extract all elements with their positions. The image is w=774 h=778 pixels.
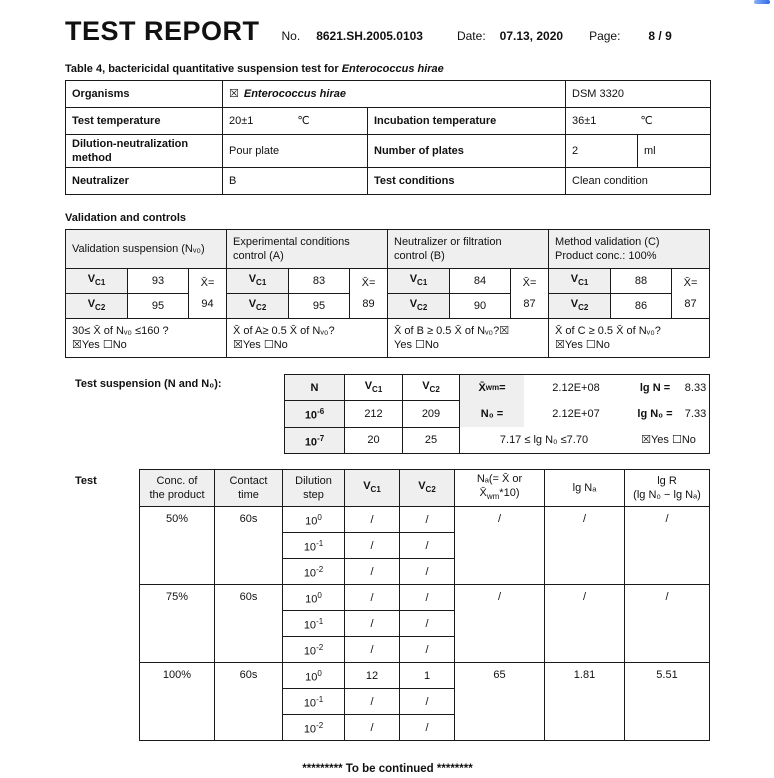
table-row [66,168,711,195]
symbol-c2: C2 [417,303,428,313]
symbol-c1: C1 [578,278,589,288]
symbol-c1: C1 [417,278,428,288]
header-text: *10) [499,487,520,499]
mean-value: 89 [362,297,375,310]
symbol-v: V [409,272,418,285]
na-column-header [455,470,545,507]
vc2-value: / [400,507,455,533]
vc2-column-header [400,470,455,507]
group-header-line: control (B) [394,250,445,262]
criterion-answer: Yes ☐No [394,339,439,351]
page-title: TEST REPORT [65,16,260,46]
report-number: 8621.SH.2005.0103 [316,29,423,43]
table-row [66,81,711,108]
symbol-v: V [87,297,96,310]
mean-cell [189,269,227,319]
suspension-summary-cell [460,375,710,454]
criterion-text: X̄ of B ≥ 0.5 X̄ of Nᵥ₀?☒ [394,325,510,337]
header-line: Conc. of [156,475,198,488]
dilution-cell [283,507,345,533]
symbol-v: V [422,379,430,392]
base-ten: 10 [304,436,318,449]
header-line: lg R [657,475,677,488]
validation-section-title: Validation and controls [65,212,187,224]
number-of-plates-value: 2 [566,135,638,168]
symbol-v: V [87,272,96,285]
lgn0-value: 7.33 [684,408,707,420]
header-line: Dilution [295,475,332,488]
lgr-value: 5.51 [625,663,710,741]
vc1-label [549,269,611,294]
base-ten: 10 [303,723,317,736]
symbol-c2: C2 [95,303,106,313]
organism-species: Enterococcus hirae [243,88,346,100]
vc2-value: 86 [611,294,672,319]
header-line: (lg N₀ − lg Nₐ) [633,489,701,502]
test-group-row [140,507,710,533]
dilution-cell [283,611,345,637]
summary-grid [460,375,709,453]
group-header-line: Neutralizer or filtration [394,236,502,248]
mean-cell [350,269,388,319]
vc2-value: / [400,611,455,637]
base-ten: 10 [303,567,317,580]
header-line: Nₐ(= X̄ or [476,473,523,485]
test-temperature-label: Test temperature [66,108,223,135]
vc1-value: 20 [345,427,403,453]
dilution-step-column-header [283,470,345,507]
date-label: Date: [456,29,486,43]
base-ten: 10 [305,671,318,684]
lgn-value: 8.33 [684,382,707,394]
conc-value: 75% [140,585,215,663]
lgn-label: lg N = [639,382,671,394]
validation-group-header [66,230,227,269]
lgr-value: / [625,507,710,585]
header-line: step [303,489,324,502]
base-ten: 10 [303,541,317,554]
neutralizer-label: Neutralizer [66,168,223,195]
equals-sign: = [499,382,506,394]
symbol-xbar: X̄ [478,382,486,394]
incubation-temperature-label: Incubation temperature [368,108,566,135]
test-conditions-value: Clean condition [566,168,711,195]
page-number: 8 / 9 [648,29,672,43]
base-ten: 10 [303,619,317,632]
table-row [285,375,710,401]
lgna-value: / [545,507,625,585]
vc1-value: / [345,559,400,585]
exponent: -2 [316,720,324,730]
criterion-cell [388,319,549,358]
vc1-value: 93 [128,269,189,294]
lgna-value: / [545,585,625,663]
vc2-label [388,294,450,319]
incubation-temperature-cell [566,108,711,135]
test-suspension-table [284,374,710,454]
dilution-method-label: Dilution-neutralization method [66,135,223,168]
mean-cell [672,269,710,319]
symbol-c2: C2 [256,303,267,313]
na-value: 65 [455,663,545,741]
celsius-unit: ℃ [640,115,653,127]
dilution-cell [283,689,345,715]
symbol-v: V [418,480,426,492]
test-results-section [65,469,710,741]
vc2-value: 95 [289,294,350,319]
validation-group-header [388,230,549,269]
table-row [66,108,711,135]
number-of-plates-label: Number of plates [368,135,566,168]
table-row [66,135,711,168]
contact-time-value: 60s [215,663,283,741]
symbol-v: V [364,379,373,392]
organisms-label: Organisms [66,81,223,108]
base-ten: 10 [304,409,318,422]
symbol-c1: C1 [256,278,267,288]
test-parameters-table [65,80,711,195]
group-header-line: control (A) [233,250,284,262]
conc-column-header [140,470,215,507]
header-line: time [238,489,259,502]
blue-indicator-icon [754,0,770,4]
test-header-row [140,470,710,507]
test-suspension-section [65,374,710,454]
na-value: / [455,585,545,663]
vc2-value: / [400,715,455,741]
vc1-value: 88 [611,269,672,294]
vc1-value: / [345,637,400,663]
mean-cell [511,269,549,319]
vc2-label [227,294,289,319]
vc1-label [66,269,128,294]
vc2-value: 209 [403,401,460,427]
report-header [65,16,710,47]
symbol-c2: C2 [578,303,589,313]
dilution-method-value: Pour plate [223,135,368,168]
mean-symbol: X̄= [361,276,376,289]
mean-symbol: X̄= [683,276,698,289]
exponent: 0 [317,512,322,522]
vc1-value: / [345,611,400,637]
test-label: Test [75,475,97,487]
n-column-header: N [285,375,345,401]
caption-text: Table 4, bactericidal quantitative suspension test for [65,63,342,75]
vc1-value: 212 [345,401,403,427]
vc2-value: / [400,585,455,611]
exponent: -1 [316,538,324,548]
test-group-row [140,585,710,611]
organism-strain-code: DSM 3320 [566,81,711,108]
report-meta [260,29,672,43]
conc-value: 100% [140,663,215,741]
dilution-cell [283,533,345,559]
criterion-answer: ☒Yes ☐No [72,339,127,351]
lgna-value: 1.81 [545,663,625,741]
base-ten: 10 [305,593,318,606]
vc2-value: 25 [403,427,460,453]
celsius-unit: ℃ [297,115,310,127]
dilution-cell [283,663,345,689]
criterion-text: X̄ of C ≥ 0.5 X̄ of Nᵥ₀? [555,325,661,337]
incubation-temperature-value: 36±1 [572,115,597,127]
test-suspension-label: Test suspension (N and N₀): [75,378,222,390]
vc2-value: / [400,533,455,559]
lgr-value: / [625,585,710,663]
base-ten: 10 [305,515,318,528]
conc-value: 50% [140,507,215,585]
symbol-c1: C1 [372,384,383,394]
vc2-value: 1 [400,663,455,689]
symbol-xbar: X̄ [479,487,487,499]
criterion-cell [227,319,388,358]
vc1-value: 83 [289,269,350,294]
symbol-v: V [248,297,257,310]
mean-value: 87 [684,297,697,310]
vc2-value: / [400,559,455,585]
base-ten: 10 [303,697,317,710]
symbol-v: V [409,297,418,310]
symbol-v: V [363,480,371,492]
vc2-value: 90 [450,294,511,319]
base-ten: 10 [303,645,317,658]
validation-controls-table [65,229,710,358]
dilution-cell [283,637,345,663]
dilution-cell [283,559,345,585]
vc1-value: / [345,585,400,611]
mean-symbol: X̄= [522,276,537,289]
criteria-row [66,319,710,358]
vc1-value: / [345,689,400,715]
vc1-value: / [345,715,400,741]
vc1-value: 84 [450,269,511,294]
contact-time-value: 60s [215,507,283,585]
test-group-row [140,663,710,689]
header-line: the product [149,489,205,502]
group-header-line: Experimental conditions [233,236,350,248]
xwm-label [460,375,524,401]
criterion-text: X̄ of A≥ 0.5 X̄ of Nᵥ₀? [233,325,335,337]
exponent: -1 [316,694,324,704]
na-value: / [455,507,545,585]
criterion-cell [66,319,227,358]
dilution-cell [283,585,345,611]
validation-header-row [66,230,710,269]
symbol-v: V [570,272,579,285]
report-date: 07.13, 2020 [499,29,564,43]
vc2-value: / [400,637,455,663]
symbol-v: V [570,297,579,310]
header-line [461,486,538,504]
symbol-c1: C1 [370,485,381,495]
vc1-column-header [345,375,403,401]
no-label: No. [281,29,301,43]
mean-value: 87 [523,297,536,310]
group-header-line: Method validation (C) [555,236,660,248]
xwm-value: 2.12E+08 [552,382,600,394]
contact-time-value: 60s [215,585,283,663]
test-temperature-value: 20±1 [229,115,254,127]
group-header-line: Product conc.: 100% [555,250,657,262]
exponent: -1 [316,616,324,626]
vc1-row [66,269,710,294]
range-confirm-checkboxes: ☒Yes ☐No [641,434,696,446]
test-temperature-cell [223,108,368,135]
exponent: 0 [317,668,322,678]
header-line: Contact [229,475,268,488]
lgn0-range: 7.17 ≤ lg N₀ ≤7.70 [499,434,589,446]
lgn0-label: lg N₀ = [637,408,673,420]
symbol-c2: C2 [425,485,436,495]
page-label: Page: [589,29,621,43]
symbol-wm: wm [486,492,500,502]
exponent: -6 [317,407,325,417]
vc2-row [66,294,710,319]
vc2-label [549,294,611,319]
symbol-wm: wm [485,383,500,392]
dilution-cell [285,401,345,427]
criterion-answer: ☒Yes ☐No [233,339,288,351]
mean-symbol: X̄= [200,276,215,289]
n0-value: 2.12E+07 [552,408,600,420]
vc1-label [388,269,450,294]
vc2-value: / [400,689,455,715]
lgr-column-header [625,470,710,507]
symbol-c2: C2 [429,384,440,394]
validation-group-header [227,230,388,269]
validation-group-header [549,230,710,269]
mean-value: 94 [201,297,214,310]
lgna-column-header: lg Nₐ [545,470,625,507]
to-be-continued-footer: ********* To be continued ******** [302,763,473,776]
dilution-cell [283,715,345,741]
criterion-cell [549,319,710,358]
organisms-value-cell [223,81,566,108]
exponent: -2 [316,564,324,574]
contact-time-column-header [215,470,283,507]
criterion-text: 30≤ X̄ of Nᵥ₀ ≤160 ? [72,325,169,337]
caption-species: Enterococcus hirae [341,63,444,75]
symbol-c1: C1 [95,278,106,288]
n0-label: N₀ = [460,401,524,427]
vc1-value: 12 [345,663,400,689]
vc2-value: 95 [128,294,189,319]
exponent: -2 [316,642,324,652]
exponent: 0 [317,590,322,600]
test-results-table [139,469,710,741]
criterion-answer: ☒Yes ☐No [555,339,610,351]
plates-unit: ml [638,135,711,168]
checked-checkbox-icon: ☒ [229,88,239,100]
dilution-cell [285,427,345,453]
vc2-label [66,294,128,319]
symbol-v: V [248,272,257,285]
test-conditions-label: Test conditions [368,168,566,195]
exponent: -7 [317,433,325,443]
vc1-column-header [345,470,400,507]
vc1-value: / [345,507,400,533]
vc1-label [227,269,289,294]
neutralizer-value: B [223,168,368,195]
group-header-line: Validation suspension (Nᵥ₀) [72,243,205,255]
vc1-value: / [345,533,400,559]
table-caption [65,63,710,75]
vc2-column-header [403,375,460,401]
